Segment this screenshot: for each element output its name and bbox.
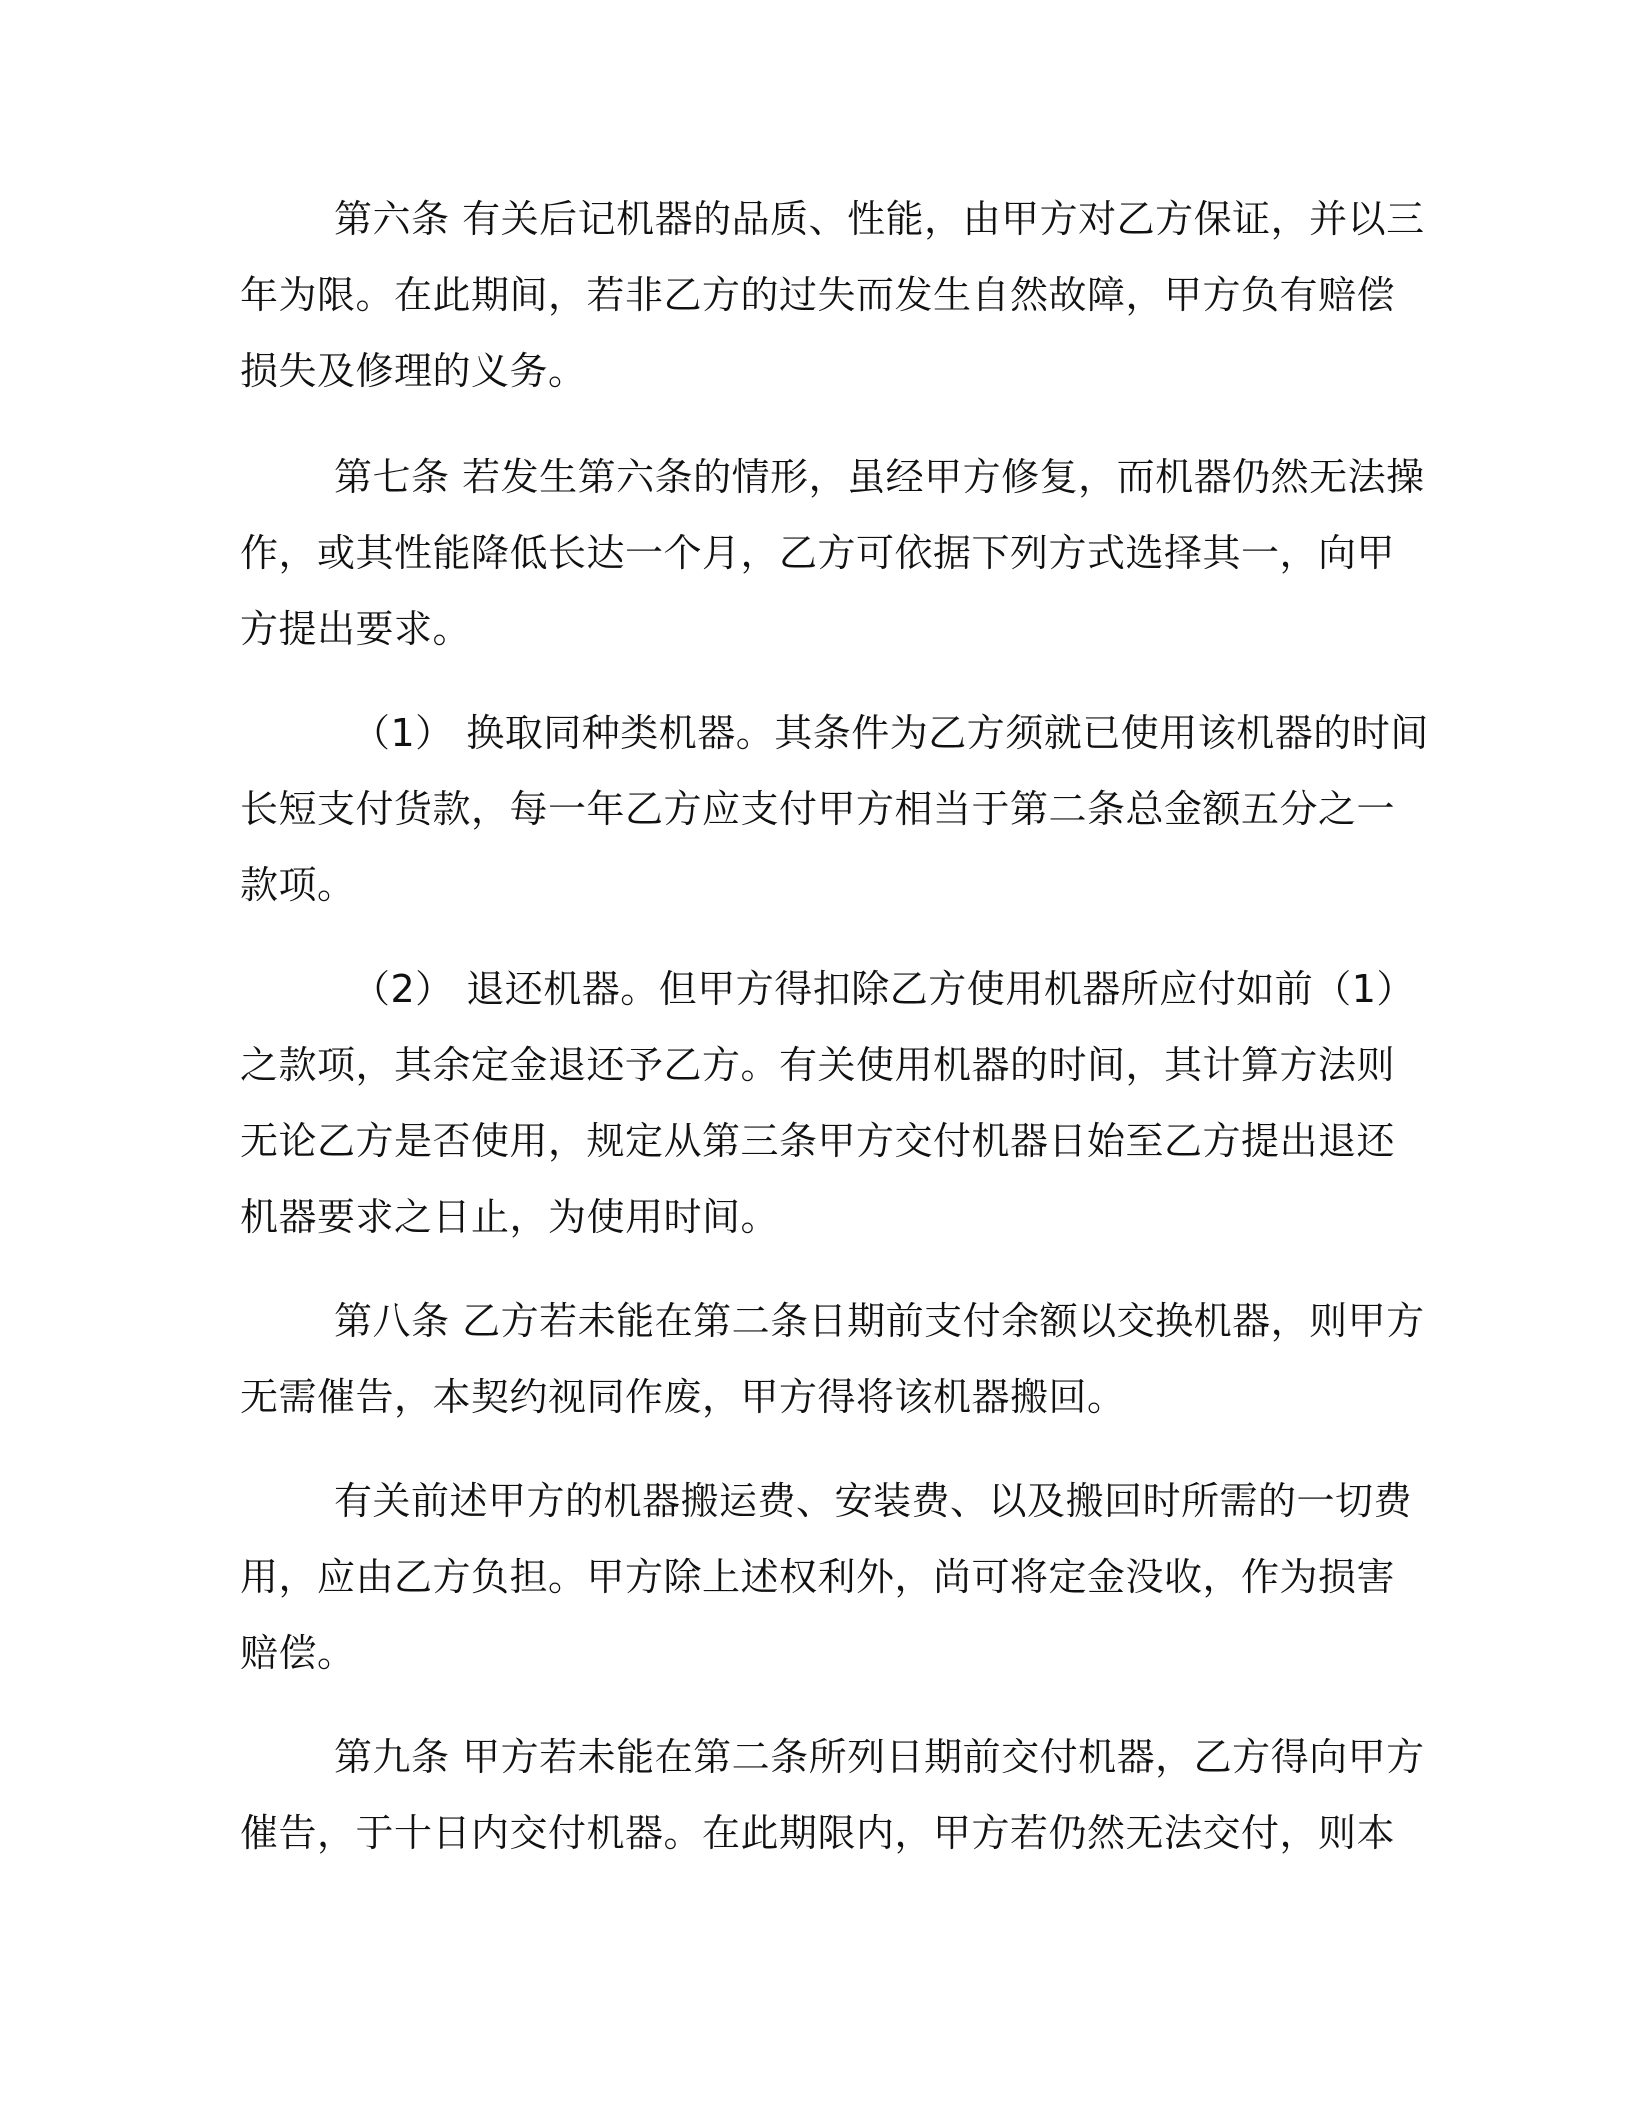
paragraph-line: 有关前述甲方的机器搬运费、安装费、以及搬回时所需的一切费 — [334, 1479, 1413, 1523]
paragraph-line: 第八条 乙方若未能在第二条日期前支付余额以交换机器，则甲方 — [334, 1299, 1425, 1343]
paragraph-line: 作，或其性能降低长达一个月，乙方可依据下列方式选择其一，向甲 — [240, 531, 1396, 575]
paragraph-line: 无需催告，本契约视同作废，甲方得将该机器搬回。 — [240, 1375, 1126, 1419]
paragraph-line: 第九条 甲方若未能在第二条所列日期前交付机器，乙方得向甲方 — [334, 1735, 1425, 1779]
paragraph-line: 损失及修理的义务。 — [240, 349, 587, 393]
paragraph-line: 赔偿。 — [240, 1631, 356, 1675]
paragraph-line: 之款项，其余定金退还予乙方。有关使用机器的时间，其计算方法则 — [240, 1043, 1396, 1087]
paragraph-line: 长短支付货款，每一年乙方应支付甲方相当于第二条总金额五分之一 — [240, 787, 1396, 831]
paragraph-line: 用，应由乙方负担。甲方除上述权利外，尚可将定金没收，作为损害 — [240, 1555, 1396, 1599]
paragraph-line: 年为限。在此期间，若非乙方的过失而发生自然故障，甲方负有赔偿 — [240, 273, 1396, 317]
paragraph-line: （2） 退还机器。但甲方得扣除乙方使用机器所应付如前（1） — [352, 967, 1415, 1011]
paragraph-line: 方提出要求。 — [240, 607, 472, 651]
paragraph-line: 第六条 有关后记机器的品质、性能，由甲方对乙方保证，并以三 — [334, 197, 1425, 241]
paragraph-line: 机器要求之日止，为使用时间。 — [240, 1195, 780, 1239]
paragraph-line: 款项。 — [240, 863, 356, 907]
paragraph-line: （1） 换取同种类机器。其条件为乙方须就已使用该机器的时间 — [352, 711, 1429, 755]
paragraph-line: 第七条 若发生第六条的情形，虽经甲方修复，而机器仍然无法操 — [334, 455, 1425, 499]
paragraph-line: 无论乙方是否使用，规定从第三条甲方交付机器日始至乙方提出退还 — [240, 1119, 1396, 1163]
paragraph-line: 催告，于十日内交付机器。在此期限内，甲方若仍然无法交付，则本 — [240, 1811, 1396, 1855]
